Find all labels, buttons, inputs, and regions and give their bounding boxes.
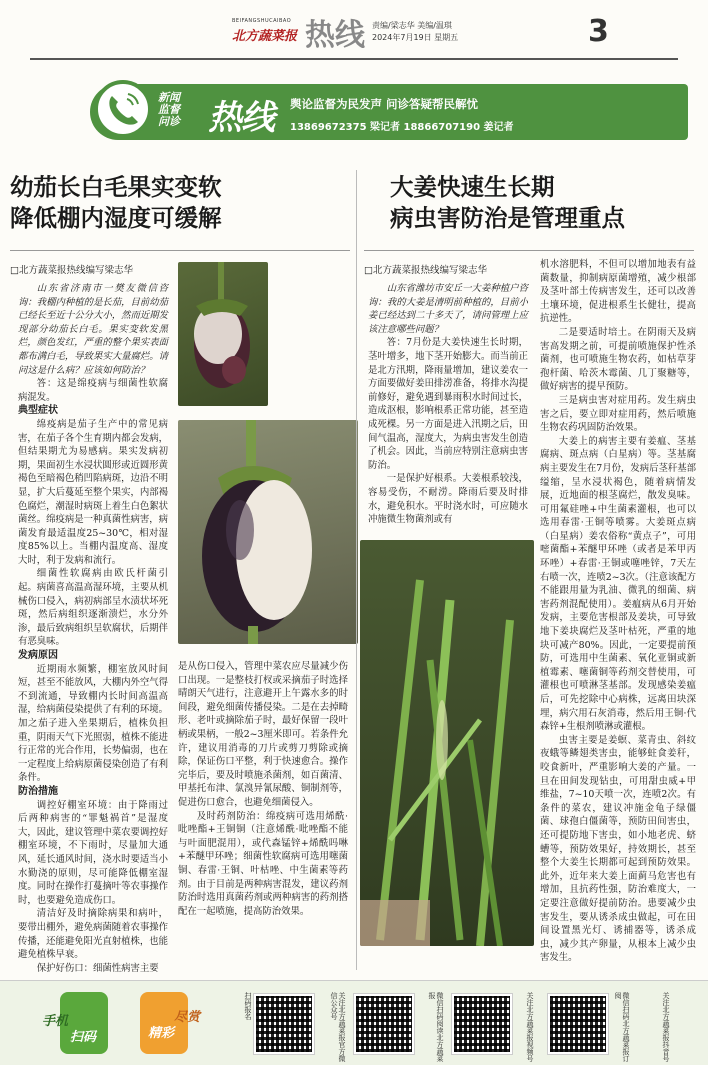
qr-label-5: 微信扫码北方蔬菜报订阅: [614, 992, 630, 1062]
left-headline: [10, 172, 222, 234]
badge-line-2: 监督: [158, 103, 180, 116]
left-measures-p2: 清洁好及时摘除病果和病叶，要带出棚外，避免病菌随着农事操作传播，还能避免阳光直射植株，也能避免植株早衰。: [18, 908, 169, 961]
right-col-2: [540, 258, 696, 965]
left-answer: 答：这是绵疫病与细菌性软腐病混发。: [18, 378, 168, 403]
right-col2-p4: 虫害主要是姜螟、菜青虫、斜纹夜蛾等鳞翅类害虫，能够蛀食姜秆，咬食新叶，严重影响大姜的产量。一旦在田间发现钻虫，可用甜虫威+甲维盐，7~10天喷一次，连喷2次。有条件的菜农，建议冲施金龟子绿僵菌、球孢白僵菌等，预防田间害虫，还可提防地下害虫，如小地老虎、蛴螬等，预防效果好，持效期长，甚至整个大姜生长期都可起到预防效果。此外，近年来大姜上面蓟马危害也有增加，且抗药性强，防治难度大，一定要注意做好提前防治。患要减少虫害发生，要从诱杀成虫做起，可在田间设置黑光灯、诱捕器等，诱杀成虫，减少其产卵量，从根本上减少虫害发生。: [540, 734, 696, 964]
editors: 责编/梁志华 美编/温琪: [372, 21, 452, 30]
qr-label-3: 微信扫码阅读北方蔬菜报: [428, 992, 444, 1062]
qr-code-1[interactable]: [254, 994, 314, 1054]
qr-label-6: 关注北方蔬菜报抖音号: [662, 992, 670, 1062]
mascot-text-2: 扫码: [70, 1030, 97, 1045]
page-number: 3: [588, 14, 609, 49]
right-answer-p1: 答：7月份是大姜快速生长时期，茎叶增多，地下茎开始膨大。而当前正是北方汛期，降雨量增加，建议姜农一方面要做好姜田排涝准备，将排水沟提前修好，避免遇到暴雨积水时间过长，造成沤根，影响根系正常功能，甚至造成死棵。另一方面是进入汛期之后，田间气温高，湿度大，为病虫害发生创造了机会。因此，当前应特别注意病虫害防治。: [368, 337, 528, 471]
left-col2-p2: 及时药剂防治：绵疫病可选用烯酰·吡唑酯+王铜铜（注意烯酰·吡唑酯不能与叶面肥混用），或代森锰锌+烯酰吗啉+苯醚甲环唑；细菌性软腐病可选用噻菌铜、春雷·王铜、叶枯唑、中生菌素等药剂。由于目前是两种病害混发，建议药剂防治时选用真菌药剂或两种病害的药剂搭配在一起喷施，提高防治效果。: [178, 810, 348, 917]
left-headline-line-2: 降低棚内湿度可缓解: [10, 204, 222, 232]
qr-code-4[interactable]: [548, 994, 608, 1054]
mascot-text-4: 精彩: [148, 1026, 175, 1041]
right-col2-p0: 机水溶肥料，不但可以增加地表有益菌数量，抑制病原菌增殖，减少根部及茎叶部土传病害发生，还可以改善土壤环境，促进根系生长健壮，提高抗逆性。: [540, 259, 696, 325]
left-section-causes: 发病原因: [18, 650, 58, 662]
left-col-1: [18, 282, 168, 975]
left-headline-rule: [10, 250, 350, 251]
masthead-rule: [30, 58, 678, 60]
mascot-text-3: 尽赏: [174, 1010, 201, 1025]
badge-line-1: 新闻: [158, 91, 180, 104]
right-headline-line-1: 大姜快速生长期: [390, 173, 555, 201]
footer-mascot: [20, 992, 220, 1056]
right-byline: □北方蔬菜报热线编写梁志华: [364, 265, 487, 276]
left-col2-p1: 是从伤口侵入，管理中菜农应尽量减少伤口出现。一是整枝打杈或采摘茄子时选择晴朗天气进行，注意避开上午露水多的时间段，避免细菌传播侵染。二是在去掉畸形、老叶或摘除茄子时，最好保留一段叶柄或果柄，一般2~3厘米即可。若条件允许，建议用消毒的刀片或剪刀剪除或摘除，保证伤口平整，利于快速愈合。操作完毕后，要及时喷施杀菌剂，如百菌清、甲基托布津、氯溴异氰尿酸、铜制剂等，促进伤口愈合，也避免细菌侵入。: [178, 661, 348, 808]
masthead-pinyin: BEIFANGSHUCAIBAO: [232, 18, 292, 24]
section-title: 热线: [305, 18, 365, 53]
column-divider: [356, 170, 357, 970]
banner-slogan: 舆论监督为民发声 问诊答疑帮民解忧: [290, 97, 479, 111]
right-col-1: [368, 282, 528, 527]
eggplant-illustration-1: [178, 262, 268, 406]
left-measures-p1: 调控好棚室环境：由于降雨过后两种病害的“罪魁祸首”是湿度大，因此，建议管理中菜农要调控好棚室环境，不下雨时，尽量加大通风，延长通风时间，浇水时要适当小水勤浇的原则，尽可能降低棚室湿度。同时在操作打蔓摘叶等农事操作时，也要避免造成伤口。: [18, 799, 169, 906]
badge-line-3: 问诊: [158, 115, 180, 128]
left-byline: □北方蔬菜报热线编写梁志华: [10, 265, 133, 276]
right-col2-p2: 三是病虫害对症用药。发生病虫害之后，要立即对症用药，然后喷施生物农药巩固防治效果。: [540, 394, 696, 434]
qr-label-2: 关注北方蔬菜报官方微信公众号: [330, 992, 346, 1062]
right-col2-p1: 二是要适时培土。在阴雨天及病害高发期之前，可提前喷施保护性杀菌剂，也可喷施生物农药，如枯草芽孢杆菌、哈茨木霉菌、几丁聚糖等，做好病害的提早预防。: [540, 326, 696, 393]
issue-date: 2024年7月19日 星期五: [372, 33, 459, 42]
left-section-measures: 防治措施: [18, 785, 58, 797]
banner-phones: 13869672375 梁记者 18866707190 姜记者: [290, 122, 514, 133]
masthead: [0, 0, 708, 70]
eggplant-illustration-2: [178, 420, 358, 644]
left-col-2: [178, 660, 348, 918]
right-question: 山东省潍坊市安丘一大姜种植户咨询：我的大姜是清明前种植的，目前小姜已经达到二十多天了，请问管理上应该注意哪些问题？: [368, 283, 528, 335]
ginger-photo: [360, 540, 534, 946]
left-measures-p3: 保护好伤口：细菌性病害主要: [36, 962, 159, 974]
right-headline: [390, 172, 625, 234]
left-symptoms-p2: 细菌性软腐病由欧氏杆菌引起。病菌喜高温高湿环境，主要从机械伤口侵入，病初病部呈水渍状坏死斑，然后病组织逐渐溃烂，水分外渗，最后致病组织呈软腐状，后期伴有恶臭味。: [18, 568, 169, 648]
banner-title: 热线: [208, 98, 274, 138]
qr-label-4: 关注北方蔬菜报视频号: [526, 992, 534, 1062]
left-symptoms-p1: 绵疫病是茄子生产中的常见病害，在茄子各个生育期内都会发病，但结果期尤为易感病。果实发病初期，果面初生水浸状圆形或近圆形黄褐色至暗褐色稍凹陷病斑，边沿不明显，扩大后蔓延至整个果实，内部褐色腐烂，潮湿时病斑上着生白色絮状菌丝。绵疫病是一种真菌性病害，病菌发育最适温度25~30℃，相对湿度85%以上。当棚内温度高、湿度大时，利于发病和流行。: [18, 418, 169, 566]
phone-badge: [94, 80, 152, 138]
left-section-symptoms: 典型症状: [18, 405, 58, 417]
left-headline-line-1: 幼茄长白毛果实变软: [10, 173, 222, 201]
paper-name: 北方蔬菜报: [232, 29, 298, 44]
right-headline-line-2: 病虫害防治是管理重点: [390, 204, 625, 232]
right-headline-rule: [364, 250, 694, 251]
qr-code-2[interactable]: [354, 994, 414, 1054]
eggplant-photo-1: [178, 262, 268, 406]
right-answer-p2: 一是保护好根系。大姜根系较浅，容易受伤，不耐涝。降雨后要及时排水，避免积水。平时浇水时，可应随水冲施微生物菌剂或有: [368, 473, 528, 526]
qr-code-3[interactable]: [452, 994, 512, 1054]
mascot-text-1: 手机: [42, 1014, 69, 1029]
qr-label-1: 扫码报名: [244, 992, 252, 1020]
right-col2-p3: 大姜上的病害主要有姜瘟、茎基腐病、斑点病（白星病）等。茎基腐病主要发生在7月份，发病后茎秆基部缢缩，呈水浸状褐色，随着病情发展，近地面的根茎腐烂，散发臭味。可用氟硅唑+中生菌素灌根，也可以选用春雷·王铜等喷雾。大姜斑点病（白星病）姜农俗称“黄点子”，可用嘧菌酯+苯醚甲环唑（或者是苯甲丙环唑）+春雷·王铜或噻唑锌，7天左右喷一次，连喷2~3次。（注意该配方不能跟用量为乳油、微乳的细菌、病害药剂混配使用）。姜瘟病从6月开始发病，主要危害根部及姜块，可导致地下姜块腐烂及茎叶枯死，严重的地块可减产80%。因此，一定要提前预防，可选用中生菌素、氧化亚铜或新植霉素、噻菌铜等药剂交替使用，可灌根也可喷淋茎基部。发现感染姜瘟后，可先挖除中心病株，远离田块深埋，病穴用石灰消毒，然后用王铜·代森锌+生根剂喷淋或灌根。: [540, 435, 696, 733]
badge-text: [158, 92, 180, 128]
phone-icon: [98, 84, 148, 134]
eggplant-photo-2: [178, 420, 358, 644]
left-causes-p1: 近期雨水频繁，棚室放风时间短，甚至不能放风，大棚内外空气得不到流通，导致棚内长时间高温高湿，给病菌侵染提供了有利的环境。加之茄子进入坐果期后，植株负担重，阴雨天气下光照弱，植株不能进行正常的光合作用，长势偏弱，也在一定程度上给病原菌侵染创造了有利条件。: [18, 663, 169, 784]
left-question: 山东省济南市一樊友微信咨询：我棚内种植的是长茄，目前幼茄已经长至近十公分大小，然而近期发现部分幼茄长白毛。果实变软发黑烂，颜色发红，严重的整个果实表面都布满白毛，导致果实大量腐烂。请问这是什么病？应该如何防治？: [18, 283, 169, 376]
ginger-illustration: [360, 540, 534, 946]
